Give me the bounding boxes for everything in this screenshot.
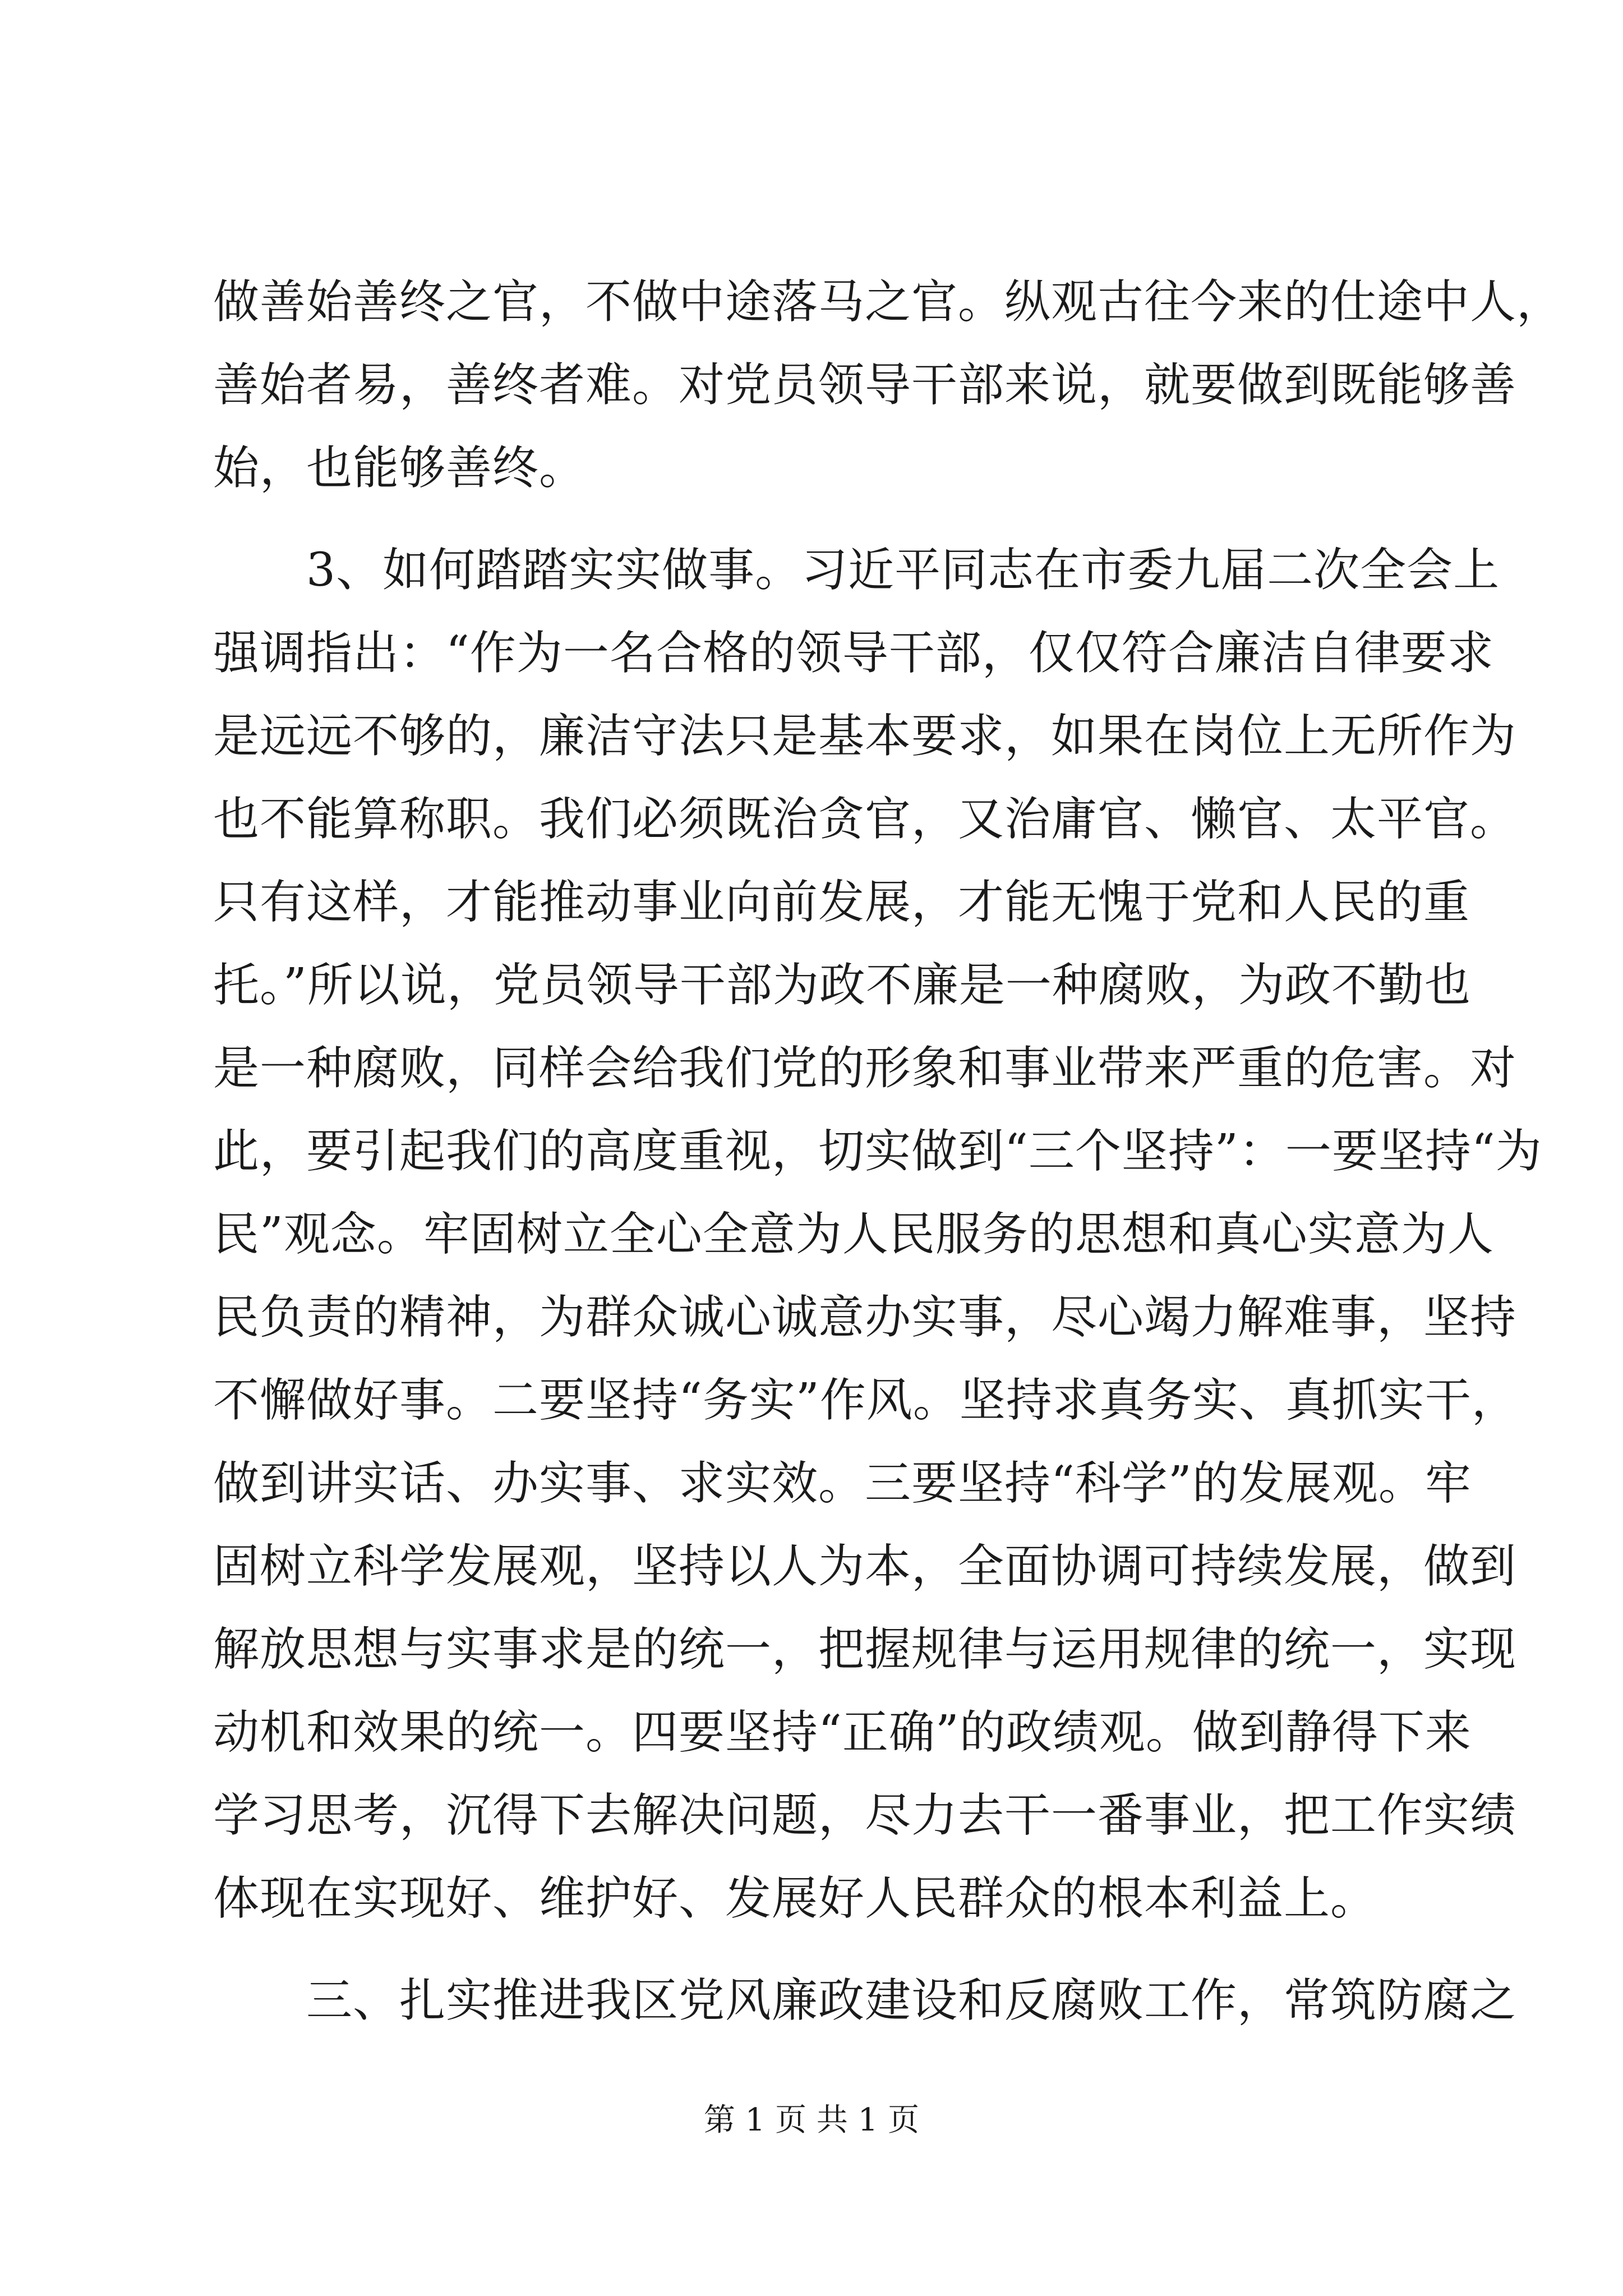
paragraph-gap [213,1940,1424,1959]
text-line: 民”观念。牢固树立全心全意为人民服务的思想和真心实意为人 [213,1208,1494,1261]
page-number-footer: 第 1 页 共 1 页 [703,2102,920,2138]
paragraph-gap [213,510,1424,529]
text-line: 体现在实现好、维护好、发展好人民群众的根本利益上。 [213,1872,1377,1925]
text-line: 动机和效果的统一。四要坚持“正确”的政绩观。做到静得下来 [213,1706,1472,1759]
paragraph [213,529,1542,1940]
text-line: 强调指出：“作为一名合格的领导干部，仅仅符合廉洁自律要求 [213,627,1494,680]
text-line: 只有这样，才能推动事业向前发展，才能无愧于党和人民的重 [213,876,1470,929]
text-line: 做到讲实话、办实事、求实效。三要坚持“科学”的发展观。牢 [213,1457,1472,1510]
text-line: 固树立科学发展观，坚持以人为本，全面协调可持续发展，做到 [213,1540,1517,1593]
text-line: 3、如何踏踏实实做事。习近平同志在市委九届二次全会上 [213,544,1500,597]
text-line: 是远远不够的，廉洁守法只是基本要求，如果在岗位上无所作为 [213,710,1517,763]
document-body [213,261,1564,2042]
text-line: 善始者易，善终者难。对党员领导干部来说，就要做到既能够善 [213,358,1517,412]
paragraph [213,261,1564,510]
paragraph [213,1959,1517,2042]
text-line: 解放思想与实事求是的统一，把握规律与运用规律的统一，实现 [213,1623,1517,1676]
text-line: 也不能算称职。我们必须既治贪官，又治庸官、懒官、太平官。 [213,793,1517,846]
text-line: 始，也能够善终。 [213,441,586,495]
text-line: 民负责的精神，为群众诚心诚意办实事，尽心竭力解难事，坚持 [213,1291,1517,1344]
text-line: 是一种腐败，同样会给我们党的形象和事业带来严重的危害。对 [213,1042,1517,1095]
text-line: 三、扎实推进我区党风廉政建设和反腐败工作，常筑防腐之 [213,1974,1517,2027]
text-line: 不懈做好事。二要坚持“务实”作风。坚持求真务实、真抓实干， [213,1374,1518,1427]
text-line: 学习思考，沉得下去解决问题，尽力去干一番事业，把工作实绩 [213,1789,1517,1842]
text-line: 做善始善终之官，不做中途落马之官。纵观古往今来的仕途中人， [213,275,1564,329]
text-line: 此，要引起我们的高度重视，切实做到“三个坚持”：一要坚持“为 [213,1125,1542,1178]
text-line: 托。”所以说，党员领导干部为政不廉是一种腐败，为政不勤也 [213,959,1471,1012]
